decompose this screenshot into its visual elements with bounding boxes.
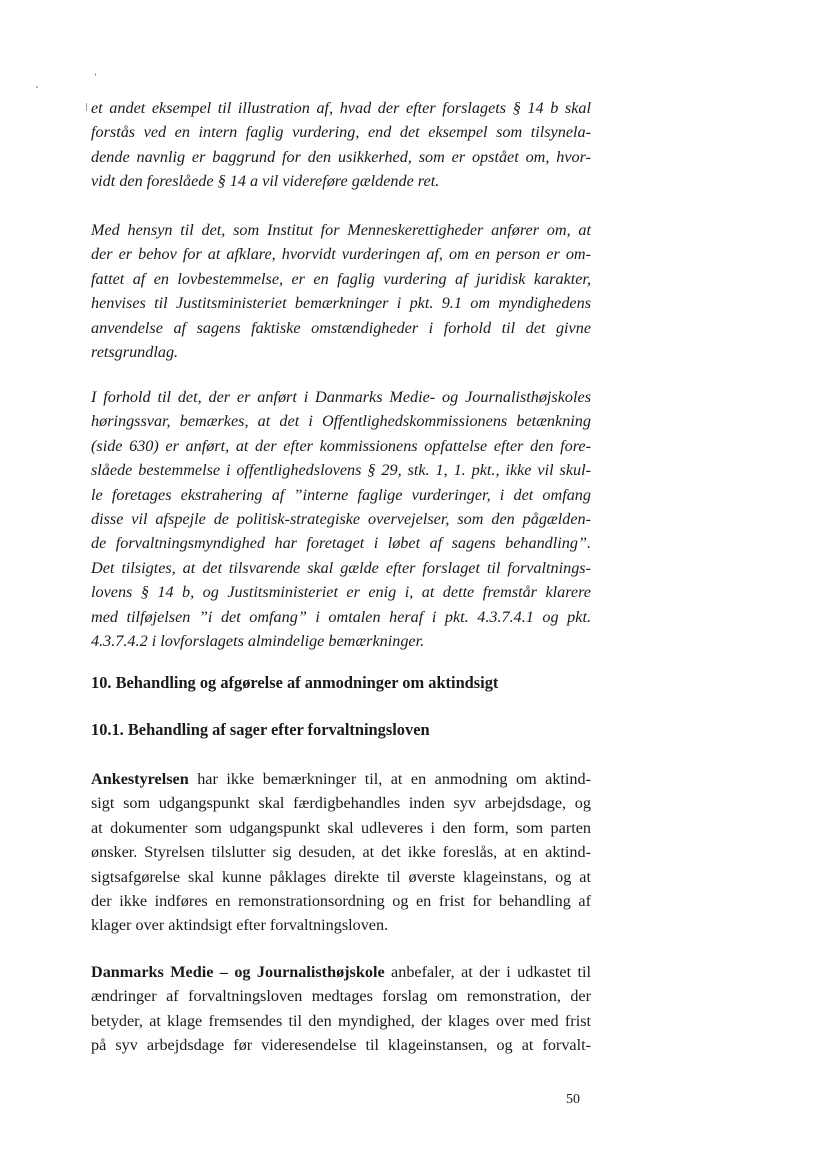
text-line: sigt som udgangspunkt skal færdigbehandles inden syv arbejdsdage, og: [91, 794, 591, 813]
text-line: klager over aktindsigt efter forvaltningsloven.: [91, 916, 389, 935]
text-line: fattet af en lovbestemmelse, er en faglig vurdering af juridisk karakter,: [91, 269, 591, 288]
text-line: dende navnlig er baggrund for den usikkerhed, som er opstået om, hvor-: [91, 147, 591, 166]
text-line: sigtsafgørelse skal kunne påklages direkte til øverste klageinstans, og at: [91, 867, 591, 886]
text-line: 4.3.7.4.2 i lovforslagets almindelige bemærkninger.: [91, 631, 425, 650]
text-line: høringssvar, bemærkes, at det i Offentlighedskommissionens betænkning: [91, 412, 591, 431]
text-line: med tilføjelsen ”i det omfang” i omtalen heraf i pkt. 4.3.7.4.1 og pkt.: [91, 607, 591, 626]
text-line: de forvaltningsmyndighed har foretaget i løbet af sagens behandling”.: [91, 534, 591, 553]
text-line: slåede bestemmelse i offentlighedslovens § 29, stk. 1, 1. pkt., ikke vil skul-: [91, 461, 591, 480]
text-line: Med hensyn til det, som Institut for Menneskerettigheder anfører om, at: [91, 221, 591, 239]
text-line: (side 630) er anført, at der efter kommissionens opfattelse efter den fore-: [91, 436, 591, 455]
paragraph-medie-journalisthojskole: [91, 960, 591, 1058]
page-number: 50: [566, 1092, 580, 1107]
text-line: disse vil afspejle de politisk-strategiske overvejelser, som den pågælden-: [91, 509, 591, 528]
text-line: der ikke indføres en remonstrationsordning og en frist for behandling af: [91, 891, 591, 910]
text-line: henvises til Justitsministeriet bemærkninger i pkt. 9.1 om myndighedens: [91, 294, 591, 313]
text-line: lovens § 14 b, og Justitsministeriet er enig i, at dette fremstår klarere: [91, 583, 591, 602]
organization-name: Ankestyrelsen: [91, 770, 189, 788]
subsection-heading: 10.1. Behandling af sager efter forvaltningsloven: [91, 720, 430, 739]
paragraph-example: [91, 96, 591, 194]
text-line: [91, 767, 591, 791]
text-line: anvendelse af sagens faktiske omstændigheder i forhold til det givne: [91, 318, 591, 337]
text-line: ønsker. Styrelsen tilslutter sig desuden, at det ikke foreslås, at en aktind-: [91, 843, 591, 862]
organization-name: Danmarks Medie – og Journalisthøjskole: [91, 963, 385, 981]
text-line: betyder, at klage fremsendes til den myndighed, der klages over med frist: [91, 1011, 591, 1030]
text-line: I forhold til det, der er anført i Danmarks Medie- og Journalisthøjskoles: [91, 388, 591, 406]
text-line: vidt den foreslåede § 14 a vil videreføre gældende ret.: [91, 172, 440, 191]
text-line: retsgrundlag.: [91, 342, 179, 361]
text-line: et andet eksempel til illustration af, hvad der efter forslagets § 14 b skal: [91, 99, 591, 117]
text-line: le foretages ekstrahering af ”interne faglige vurderinger, i det omfang: [91, 485, 591, 504]
text-line: at dokumenter som udgangspunkt skal udleveres i den form, som parten: [91, 818, 591, 837]
text-line: på syv arbejdsdage før videresendelse til klageinstansen, og at forvalt-: [91, 1036, 591, 1055]
text-line: [91, 960, 591, 984]
scan-speck: [36, 86, 38, 88]
paragraph-human-rights: [91, 218, 591, 364]
scan-speck: [86, 103, 87, 111]
text-line: Det tilsigtes, at det tilsvarende skal gælde efter forslaget til forvaltnings-: [91, 558, 591, 577]
text-line: der er behov for at afklare, hvorvidt vurderingen af, om en person er om-: [91, 245, 591, 264]
text-segment: anbefaler, at der i udkastet til: [384, 963, 591, 981]
paragraph-journalism-school: [91, 385, 591, 653]
scan-speck: [95, 73, 96, 76]
text-line: ændringer af forvaltningsloven medtages forslag om remonstration, der: [91, 987, 591, 1006]
section-heading: 10. Behandling og afgørelse af anmodninger om aktindsigt: [91, 673, 499, 692]
paragraph-ankestyrelsen: [91, 767, 591, 938]
text-segment: har ikke bemærkninger til, at en anmodning om aktind-: [188, 770, 591, 788]
text-line: forstås ved en intern faglig vurdering, end det eksempel som tilsynela-: [91, 123, 591, 142]
